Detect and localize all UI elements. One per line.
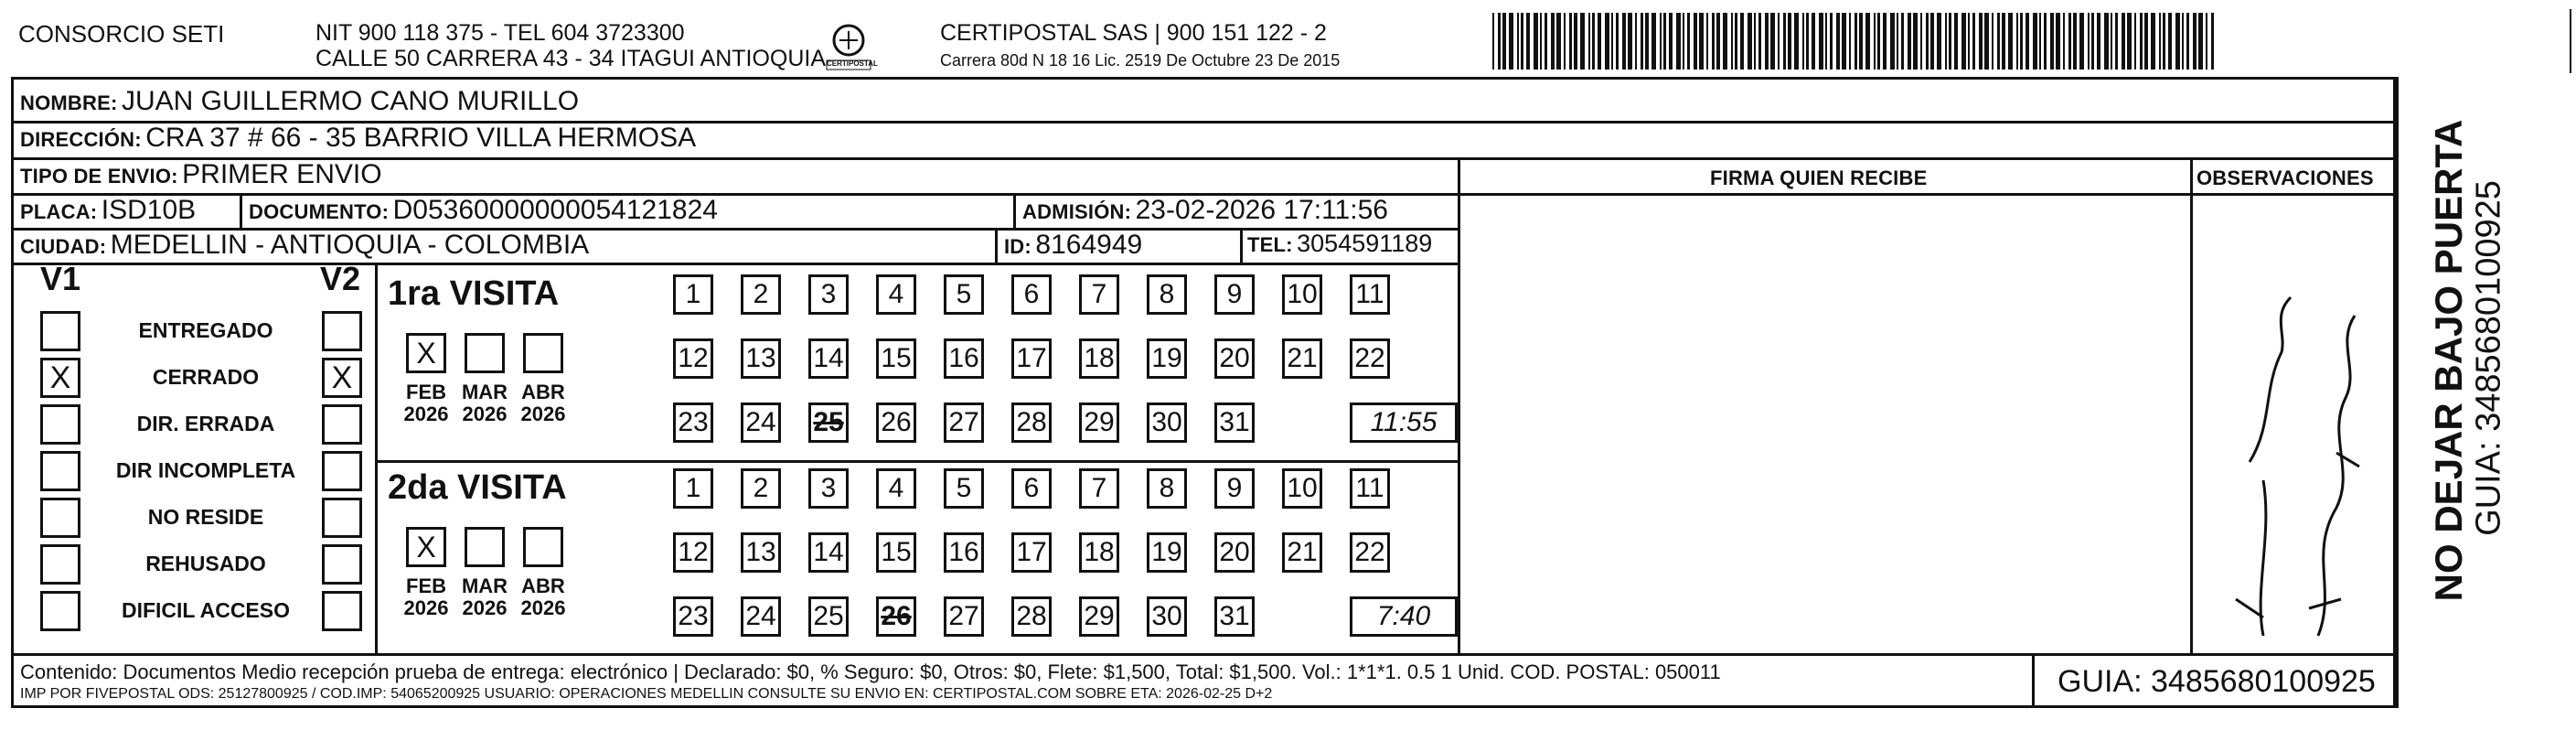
barcode-bar [1836,13,1840,70]
operator-line: CERTIPOSTAL SAS | 900 151 122 - 2 [940,20,1327,46]
barcode-bar [1502,13,1506,70]
v2-checkbox[interactable] [322,311,362,351]
visit2-day-cell[interactable]: 25 [808,596,849,637]
barcode-bar [2020,13,2023,70]
status-label: DIR. ERRADA [136,412,275,435]
v2-checkbox[interactable] [322,544,362,585]
admission-date: 23-02-2026 17:11:56 [1135,195,1388,225]
visit1-day-cell[interactable]: 22 [1350,338,1390,379]
barcode-bar [1592,13,1595,70]
barcode-bar [2044,13,2047,70]
barcode-bar [2163,13,2165,70]
visit2-month-label: ABR [521,574,565,597]
visit2-day-cell[interactable]: 24 [741,596,781,637]
barcode-bar [1651,13,1656,70]
barcode-bar [1676,13,1681,70]
visit2-day-cell[interactable]: 29 [1079,596,1119,637]
barcode-bar [1806,13,1809,70]
barcode-bar [2002,13,2005,70]
document-label: DOCUMENTO: [249,200,390,223]
barcode-bar [1961,13,1966,70]
tel-row [1247,230,1432,258]
visit1-day-cell[interactable]: 20 [1214,338,1255,379]
barcode-bar [1663,13,1666,70]
barcode-bar [1564,13,1566,70]
visit1-day-cell[interactable]: 6 [1011,274,1052,315]
city-label: CIUDAD: [20,235,107,258]
visit1-day-cell[interactable]: 16 [944,338,984,379]
visit2-day-cell[interactable]: 13 [741,532,781,573]
visit1-day-cell[interactable]: 31 [1214,403,1255,443]
barcode-bar [1694,13,1697,70]
license-line: Carrera 80d N 18 16 Lic. 2519 De Octubre 23 De 2015 [940,51,1341,70]
barcode-bar [1545,13,1547,70]
barcode-bar [1521,13,1523,70]
barcode-bar [2206,13,2207,70]
visit1-day-cell[interactable]: 4 [876,274,916,315]
barcode-bar [1669,13,1673,70]
address-label: DIRECCIÓN: [20,128,142,151]
address-row [20,123,696,154]
visit1-day-cell[interactable]: 12 [673,338,713,379]
footer-imp: IMP POR FIVEPOSTAL ODS: 25127800925 / COD.IMP: 54065200925 USUARIO: OPERACIONES MEDELLIN CONSULTE SU ENVIO EN: CERTIPOSTAL.COM SOBRE ETA: 2026-02-25 D+2 [20,686,1273,702]
visit1-day-cell[interactable]: 21 [1282,338,1322,379]
barcode-bar [1731,13,1733,70]
barcode-bar [1997,13,2000,70]
signature-title: FIRMA QUIEN RECIBE [1710,166,1928,189]
barcode-bar [2151,13,2155,70]
visit2-day-cell[interactable]: 26 [876,596,916,637]
barcode-bar [1859,13,1863,70]
side-panel [2403,82,2508,649]
barcode-bar [1954,13,1958,70]
admission-row [1022,195,1388,226]
visit1-year-label: 2026 [403,403,449,425]
visit2-day-cell[interactable]: 3 [808,468,849,509]
visit1-day-cell[interactable]: 30 [1147,403,1187,443]
barcode-bar [2175,13,2180,70]
ship-type: PRIMER ENVIO [182,159,382,189]
visit2-day-cell[interactable]: 20 [1214,532,1255,573]
visit2-day-cell[interactable]: 11 [1350,468,1390,509]
status-label: ENTREGADO [138,318,273,342]
barcode-bar [2168,13,2172,70]
recipient-name: JUAN GUILLERMO CANO MURILLO [121,86,580,116]
barcode-bar [1794,13,1799,70]
barcode-bar [2016,13,2018,70]
barcode-bar [2104,13,2109,70]
ship-type-row [20,159,382,190]
visit1-month-checkbox[interactable] [523,333,563,373]
barcode-bar [1740,13,1744,70]
visit1-day-cell[interactable]: 3 [808,274,849,315]
barcode-bar [1825,13,1827,70]
barcode-bar [2115,13,2118,70]
barcode-bar [1945,13,1947,70]
visit1-day-cell[interactable]: 14 [808,338,849,379]
document-number: D05360000000054121824 [392,195,718,225]
visit1-day-cell[interactable]: 8 [1147,274,1187,315]
barcode-bar [1641,13,1643,70]
barcode-bar [1712,13,1715,70]
v1-checkbox[interactable] [40,311,80,351]
barcode-bar [2140,13,2143,70]
barcode-bar [1492,13,1494,70]
observations-handwriting [2199,206,2387,645]
v1-checkbox[interactable] [40,498,80,538]
tel-number: 3054591189 [1297,230,1433,257]
barcode-bar [1616,13,1619,70]
visit2-day-cell[interactable]: 19 [1147,532,1187,573]
barcode-bar [1635,13,1637,70]
barcode-bar [1877,13,1880,70]
nit-line: NIT 900 118 375 - TEL 604 3723300 [315,20,685,46]
visit2-day-cell[interactable]: 7 [1079,468,1119,509]
barcode-bar [1842,13,1846,70]
barcode-bar [1699,13,1704,70]
barcode-bar [2079,13,2084,70]
barcode-bar [1556,13,1561,70]
visit2-year-label: 2026 [403,596,449,619]
barcode-bar [1540,13,1542,70]
status-label: DIFICIL ACCESO [121,598,290,622]
barcode-bar [1819,13,1823,70]
barcode-bar [1972,13,1975,70]
barcode-bar [2122,13,2125,70]
barcode-bar [1588,13,1590,70]
barcode-bar [1517,13,1519,70]
barcode-bar [1660,13,1662,70]
barcode-bar [2159,13,2161,70]
certipostal-logo [823,20,878,75]
visit2-time-box[interactable]: 7:40 [1350,596,1458,637]
visit2-day-cell[interactable]: 5 [944,468,984,509]
visit1-day-cell[interactable]: 23 [673,403,713,443]
barcode-bar [1890,13,1895,70]
v1-checkbox[interactable] [40,544,80,585]
company-name: CONSORCIO SETI [18,20,225,48]
barcode-bar [1901,13,1904,70]
side-guia: GUIA: 3485680100925 [2469,180,2508,536]
visit1-day-cell[interactable]: 19 [1147,338,1187,379]
visit1-day-cell[interactable]: 28 [1011,403,1052,443]
barcode-bar [2211,13,2214,70]
barcode-bar [1979,13,1983,70]
visit1-day-cell[interactable]: 26 [876,403,916,443]
barcode-bar [1687,13,1690,70]
visit1-day-cell[interactable]: 7 [1079,274,1119,315]
visit2-day-cell[interactable]: 27 [944,596,984,637]
visit2-day-cell[interactable]: 23 [673,596,713,637]
barcode-bar [1683,13,1684,70]
visit2-day-cell[interactable]: 10 [1282,468,1322,509]
visit2-day-cell[interactable]: 17 [1011,532,1052,573]
visit1-day-cell[interactable]: 17 [1011,338,1052,379]
barcode-bar [2068,13,2071,70]
barcode-bar [1992,13,1993,70]
visit2-day-cell[interactable]: 9 [1214,468,1255,509]
barcode-bar [2144,13,2148,70]
city-row [20,230,589,261]
plate-label: PLACA: [20,200,98,223]
visit1-month-label: MAR [461,381,508,403]
barcode-bar [1611,13,1613,70]
visit2-day-cell[interactable]: 31 [1214,596,1255,637]
barcode-bar [1748,13,1752,70]
visit1-year-label: 2026 [462,403,508,425]
visit2-month-checkbox[interactable] [523,527,563,567]
document-row [249,195,718,226]
barcode-bar [1569,13,1572,70]
visit2-day-cell[interactable]: 30 [1147,596,1187,637]
barcode-bar [1628,13,1632,70]
barcode-bar [1622,13,1626,70]
status-label: CERRADO [152,365,260,389]
visit2-day-cell[interactable]: 18 [1079,532,1119,573]
footer-guia: GUIA: 3485680100925 [2058,664,2376,699]
visit1-year-label: 2026 [520,403,566,425]
barcode-bar [1765,13,1769,70]
v2-header: V2 [320,260,361,297]
barcode-bar [2073,13,2077,70]
barcode-bar [2182,13,2184,70]
visit2-day-cell[interactable]: 6 [1011,468,1052,509]
visit1-title: 1ra VISITA [388,274,560,313]
barcode-bar [2097,13,2100,70]
barcode-bar [1802,13,1804,70]
footer-content: Contenido: Documentos Medio recepción prueba de entrega: electrónico | Declarado: $0, % Seguro: $0, Otros: $0, Flete: $1,500, Total: $1,500. Vol.: 1*1*1. 0.5 1 Unid. COD. POSTAL: 050011 [20,660,1721,683]
barcode-bar [1778,13,1780,70]
status-label: REHUSADO [145,552,266,575]
v1-checkbox[interactable]: X [40,358,80,398]
v2-checkbox[interactable] [322,498,362,538]
id-row [1004,230,1142,261]
admission-label: ADMISIÓN: [1022,200,1132,223]
visit1-month-checkbox[interactable] [465,333,505,373]
barcode-bar [1830,13,1833,70]
visit1-day-cell[interactable]: 18 [1079,338,1119,379]
barcode-bar [1930,13,1934,70]
v2-checkbox[interactable] [322,404,362,445]
barcode-bar [2091,13,2094,70]
visit1-month-label: FEB [406,381,446,403]
barcode-bar [1723,13,1727,70]
status-label: DIR INCOMPLETA [115,458,296,482]
visit2-year-label: 2026 [520,596,566,619]
barcode-bar [1509,13,1513,70]
barcode-bar [1580,13,1585,70]
visit1-day-cell[interactable]: 11 [1350,274,1390,315]
city: MEDELLIN - ANTIOQUIA - COLOMBIA [110,230,590,260]
barcode-bar [2056,13,2060,70]
visit2-day-cell[interactable]: 1 [673,468,713,509]
barcode-bar [2026,13,2029,70]
barcode-bar [1865,13,1870,70]
recipient-address: CRA 37 # 66 - 35 BARRIO VILLA HERMOSA [145,123,697,153]
observations-title: OBSERVACIONES [2197,166,2374,189]
visit1-day-cell[interactable]: 5 [944,274,984,315]
visit2-day-cell[interactable]: 28 [1011,596,1052,637]
id-number: 8164949 [1035,230,1143,260]
visit1-day-cell[interactable]: 15 [876,338,916,379]
visit2-day-cell[interactable]: 4 [876,468,916,509]
barcode-bar [1984,13,1989,70]
plate-row [20,195,196,226]
v2-checkbox[interactable] [322,451,362,491]
barcode-bar [1788,13,1791,70]
side-warning: NO DEJAR BAJO PUERTA [2427,119,2470,602]
v1-checkbox[interactable] [40,451,80,491]
v1-header: V1 [40,260,81,297]
visit1-day-cell[interactable]: 25 [808,403,849,443]
visit2-day-cell[interactable]: 8 [1147,468,1187,509]
v2-checkbox[interactable] [322,591,362,631]
barcode-bar [1908,13,1911,70]
barcode-bar [2033,13,2037,70]
barcode-bar [1874,13,1876,70]
barcode-bar [1526,13,1530,70]
visit2-year-label: 2026 [462,596,508,619]
barcode-bar [1754,13,1756,70]
barcode-bar [1913,13,1918,70]
visit2-month-checkbox[interactable] [465,527,505,567]
barcode-bar [2198,13,2203,70]
barcode-bar [1598,13,1601,70]
barcode-bar [1897,13,1898,70]
barcode-bar [1551,13,1555,70]
tel-label: TEL: [1247,233,1293,256]
barcode-bar [2193,13,2197,70]
barcode-bar [2186,13,2189,70]
visit1-month-label: ABR [521,381,565,403]
barcode-bar [1968,13,1970,70]
visit1-day-cell[interactable]: 27 [944,403,984,443]
visit2-day-cell[interactable]: 15 [876,532,916,573]
barcode-bar [1498,13,1501,70]
visit1-time-box[interactable]: 11:55 [1350,403,1458,443]
barcode-bar [2063,13,2065,70]
name-row [20,86,579,117]
company-address: CALLE 50 CARRERA 43 - 34 ITAGUI ANTIOQUIA [315,46,827,71]
barcode-bar [2088,13,2090,70]
visit1-day-cell[interactable]: 9 [1214,274,1255,315]
status-label: NO RESIDE [147,505,264,529]
visit2-day-cell[interactable]: 22 [1350,532,1390,573]
visit1-day-cell[interactable]: 13 [741,338,781,379]
barcode-bar [2111,13,2112,70]
visit2-day-cell[interactable]: 2 [741,468,781,509]
v1-checkbox[interactable] [40,591,80,631]
barcode-bar [1716,13,1720,70]
barcode-bar [1758,13,1761,70]
visit2-month-label: FEB [406,574,446,597]
barcode-bar [2039,13,2041,70]
barcode-bar [2050,13,2054,70]
plate: ISD10B [101,195,197,225]
barcode-bar [1605,13,1609,70]
visit1-month-checkbox[interactable]: X [406,333,446,373]
barcode-bar [1926,13,1929,70]
ship-type-label: TIPO DE ENVIO: [20,165,178,188]
visit2-month-label: MAR [461,574,508,597]
barcode-bar [1783,13,1786,70]
visit1-day-cell[interactable]: 24 [741,403,781,443]
barcode [1492,13,2222,70]
visit1-day-cell[interactable]: 1 [673,274,713,315]
visit2-title: 2da VISITA [388,468,567,507]
barcode-bar [1770,13,1775,70]
barcode-bar [1706,13,1708,70]
barcode-bar [1574,13,1577,70]
barcode-bar [2008,13,2013,70]
id-label: ID: [1004,235,1031,258]
barcode-bar [1849,13,1851,70]
logo-text: CERTIPOSTAL [827,59,878,68]
v1-checkbox[interactable] [40,404,80,445]
barcode-bar [1812,13,1815,70]
visit2-day-cell[interactable]: 16 [944,532,984,573]
barcode-bar [1949,13,1951,70]
visit1-day-cell[interactable]: 29 [1079,403,1119,443]
visit2-day-cell[interactable]: 12 [673,532,713,573]
barcode-bar [1883,13,1887,70]
visit2-day-cell[interactable]: 21 [1282,532,1322,573]
barcode-bar [1645,13,1649,70]
name-label: NOMBRE: [20,91,118,114]
barcode-bar [1937,13,1941,70]
visit1-day-cell[interactable]: 10 [1282,274,1322,315]
barcode-bar [1735,13,1737,70]
visit1-day-cell[interactable]: 2 [741,274,781,315]
barcode-bar [2127,13,2132,70]
barcode-bar [1920,13,1922,70]
visit2-month-checkbox[interactable]: X [406,527,446,567]
visit2-day-cell[interactable]: 14 [808,532,849,573]
v2-checkbox[interactable]: X [322,358,362,398]
barcode-bar [1534,13,1538,70]
barcode-bar [1855,13,1857,70]
barcode-bar [2134,13,2136,70]
